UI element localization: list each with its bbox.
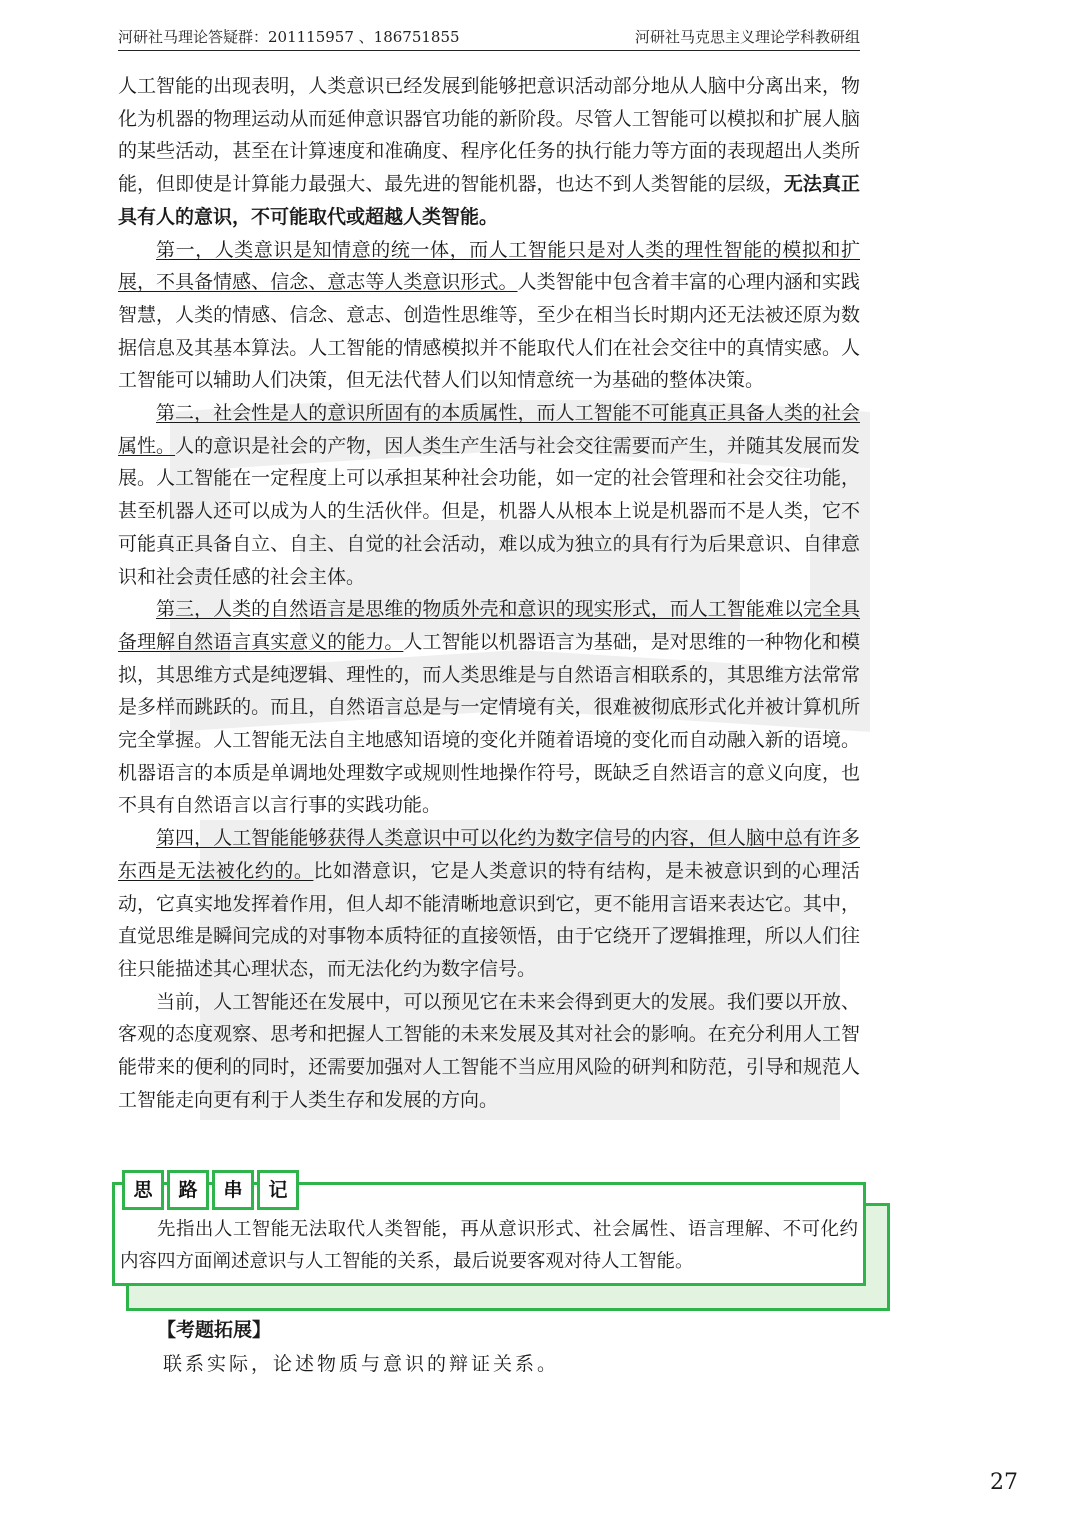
- summary-text: 先指出人工智能无法取代人类智能，再从意识形式、社会属性、语言理解、不可化约内容四方面阐述意识与人工智能的关系，最后说要客观对待人工智能。: [120, 1219, 858, 1272]
- intro-paragraph: [118, 70, 860, 234]
- summary-tag: 记: [257, 1170, 299, 1210]
- summary-tag: 串: [212, 1170, 254, 1210]
- point-paragraph-2: [118, 397, 860, 593]
- intro-bold-text: 无法真正具有人的意识，不可能取代或超越人类智能。: [118, 173, 860, 228]
- point-paragraph-4: [118, 822, 860, 986]
- point-3-text: 人工智能以机器语言为基础，是对思维的一种物化和模拟，其思维方式是纯逻辑、理性的，而人类思维是与自然语言相联系的，其思维方法常常是多样而跳跃的。而且，自然语言总是与一定情境有关，很难被彻底形式化并被计算机所完全掌握。人工智能无法自主地感知语境的变化并随着语境的变化而自动融入新的语境。机器语言的本质是单调地处理数字或规则性地操作符号，既缺乏自然语言的意义向度，也不具有自然语言以言行事的实践功能。: [118, 630, 860, 817]
- point-4-thesis: 第四，人工智能能够获得人类意识中可以化约为数字信号的内容，但人脑中总有许多东西是无法被化约的。: [118, 827, 860, 882]
- conclusion-paragraph: 当前，人工智能还在发展中，可以预见它在未来会得到更大的发展。我们要以开放、客观的态度观察、思考和把握人工智能的未来发展及其对社会的影响。在充分利用人工智能带来的便利的同时，还需要加强对人工智能不当应用风险的研判和防范，引导和规范人工智能走向更有利于人类生存和发展的方向。: [118, 990, 860, 1111]
- intro-text: 人工智能的出现表明，人类意识已经发展到能够把意识活动部分地从人脑中分离出来，物化为机器的物理运动从而延伸意识器官功能的新阶段。尽管人工智能可以模拟和扩展人脑的某些活动，甚至在计算速度和准确度、程序化任务的执行能力等方面的表现超出人类所能，但即使是计算能力最强大、最先进的智能机器，也达不到人类智能的层级，: [118, 75, 860, 196]
- summary-tag: 路: [167, 1170, 209, 1210]
- point-1-text: 人类智能中包含着丰富的心理内涵和实践智慧，人类的情感、信念、意志、创造性思维等，至少在相当长时期内还无法被还原为数据信息及其基本算法。人工智能的情感模拟并不能取代人们在社会交往中的真情实感。人工智能可以辅助人们决策，但无法代替人们以知情意统一为基础的整体决策。: [118, 271, 860, 392]
- summary-tag: 思: [122, 1170, 164, 1210]
- header-right-text: 河研社马克思主义理论学科教研组: [634, 28, 860, 46]
- point-2-thesis: 第二，社会性是人的意识所固有的本质属性，而人工智能不可能真正具备人类的社会属性。: [118, 402, 860, 457]
- point-paragraph-3: [118, 593, 860, 822]
- extension-question: 联系实际，论述物质与意识的辩证关系。: [163, 1353, 560, 1375]
- point-paragraph-1: [118, 234, 860, 398]
- point-3-thesis: 第三，人类的自然语言是思维的物质外壳和意识的现实形式，而人工智能难以完全具备理解自然语言真实意义的能力。: [118, 598, 860, 653]
- extension-title: 【考题拓展】: [157, 1319, 272, 1341]
- point-4-text: 比如潜意识，它是人类意识的特有结构，是未被意识到的心理活动，它真实地发挥着作用，但人却不能清晰地意识到它，更不能用言语来表达它。其中，直觉思维是瞬间完成的对事物本质特征的直接领悟，由于它绕开了逻辑推理，所以人们往往只能描述其心理状态，而无法化约为数字信号。: [118, 859, 860, 980]
- header-left-text: 河研社马理论答疑群：201115957 、186751855: [118, 28, 460, 46]
- summary-text-block: [120, 1214, 858, 1278]
- main-text: [118, 70, 860, 1117]
- point-2-text: 人的意识是社会的产物，因人类生产生活与社会交往需要而产生，并随其发展而发展。人工智能在一定程度上可以承担某种社会功能，如一定的社会管理和社会交往功能，甚至机器人还可以成为人的生活伙伴。但是，机器人从根本上说是机器而不是人类，它不可能真正具备自立、自主、自觉的社会活动，难以成为独立的具有行为后果意识、自律意识和社会责任感的社会主体。: [118, 434, 860, 588]
- page-number: 27: [990, 1470, 1018, 1495]
- point-1-thesis: 第一，人类意识是知情意的统一体，而人工智能只是对人类的理性智能的模拟和扩展，不具备情感、信念、意志等人类意识形式。: [118, 238, 860, 294]
- page-header: [118, 22, 860, 51]
